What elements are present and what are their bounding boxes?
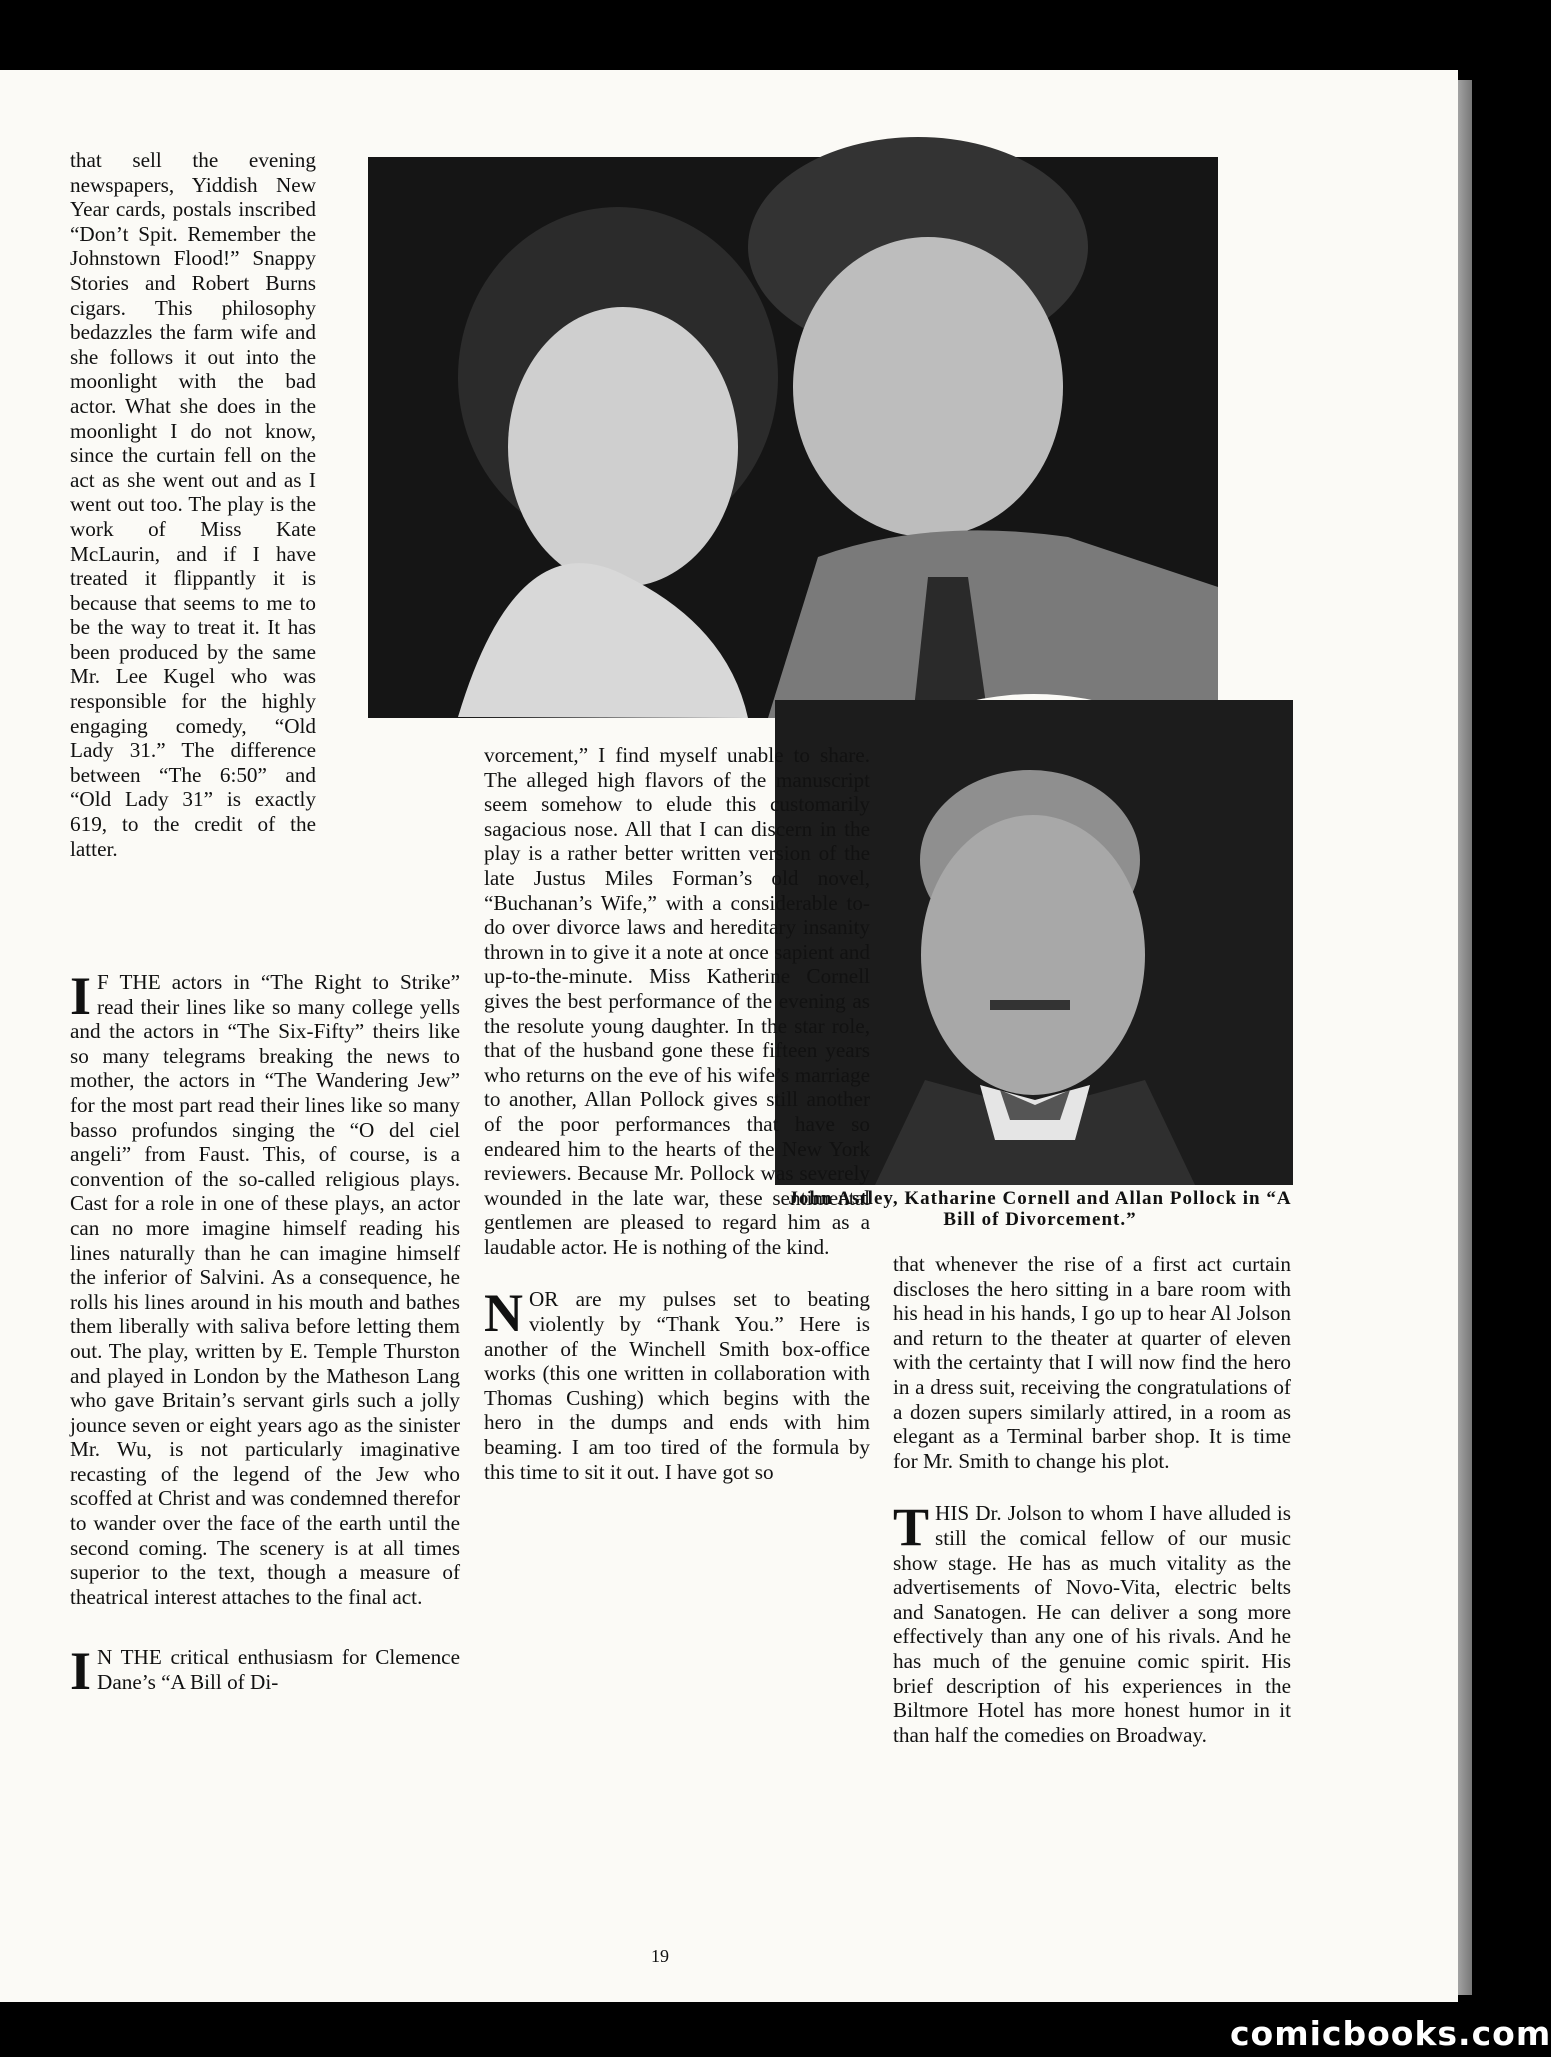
site-watermark: comicbooks.com xyxy=(1230,2014,1551,2053)
paragraph-text: F THE actors in “The Right to Strike” read their lines like so many college yells and the actors in “The Six-Fifty” theirs like so many telegrams breaking the news to mother, the actors in “The Wandering Jew” for the most part read their lines like so many basso profundos singing the “O del ciel angeli” from Faust. This, of course, is a convention of the so-called religious plays. Cast for a role in one of these plays, an actor can no more imagine himself reading his lines naturally than he can imagine himself the inferior of Salvini. As a consequence, he rolls his lines around in his mouth and bathes them liberally with saliva before letting them out. The play, written by E. Temple Thurston and played in London by the Matheson Lang who gave Britain’s servant girls such a jolly jounce seven or eight years ago as the sinister Mr. Wu, is not particularly imaginative recasting of the legend of the Jew who scoffed at Christ and was condemned therefor to wander over the face of the earth until the second coming. The scenery is at all times superior to the text, though a measure of theatrical interest attaches to the final act. xyxy=(70,970,460,1609)
column-2 xyxy=(484,743,870,1484)
paragraph: vorcement,” I find myself unable to share. The alleged high flavors of the manuscript seem somehow to elude this customarily sagacious nose. All that I can discern in the play is a rather better written version of the late Justus Miles Forman’s old novel, “Buchanan’s Wife,” with a considerable to-do over divorce laws and hereditary insanity thrown in to give it a note at once sapient and up-to-the-minute. Miss Katherine Cornell gives the best performance of the evening as the resolute young daughter. In the star role, that of the husband gone these fifteen years who returns on the eve of his wife’s marriage to another, Allan Pollock gives still another of the poor performances that have so endeared him to the hearts of the New York reviewers. Because Mr. Pollock was severely wounded in the late war, these sentimental gentlemen are pleased to regard him as a laudable actor. He is nothing of the kind. xyxy=(484,743,870,1259)
photo-caption: John Astley, Katharine Cornell and Allan Pollock in “A Bill of Divorcement.” xyxy=(788,1188,1292,1230)
paragraph-text: HIS Dr. Jolson to whom I have alluded is still the comical fellow of our music show stage. He has as much vitality as the advertisements of Novo-Vita, electric belts and Sanatogen. He can deliver a song more effectively than any one of his rivals. And he has much of the genuine comic spirit. His brief description of his experiences in the Biltmore Hotel has more honest humor in it than half the comedies on Broadway. xyxy=(893,1501,1291,1747)
photo-couple xyxy=(368,157,1218,718)
page-number: 19 xyxy=(651,1946,669,1966)
paragraph-text: OR are my pulses set to beating violently by “Thank You.” Here is another of the Winchell Smith box-office works (this one written in collaboration with Thomas Cushing) which begins with the hero in the dumps and ends with him beaming. I am too tired of the formula by this time to sit it out. I have got so xyxy=(484,1287,870,1484)
paragraph xyxy=(893,1497,1291,1747)
drop-cap: N xyxy=(484,1283,523,1344)
paragraph xyxy=(70,966,460,1609)
paragraph xyxy=(484,1283,870,1484)
paragraph-text: N THE critical enthusiasm for Clemence Dane’s “A Bill of Di- xyxy=(97,1645,460,1695)
column-1-top xyxy=(70,148,316,861)
paragraph: that whenever the rise of a first act curtain discloses the hero sitting in a bare room with his head in his hands, I go up to hear Al Jolson and return to the theater at quarter of eleven with the certainty that I will now find the hero in a dress suit, receiving the congratulations of a dozen supers similarly attired, in a room as elegant as a Terminal barber shop. It is time for Mr. Smith to change his plot. xyxy=(893,1252,1291,1473)
paragraph: that sell the evening newspapers, Yiddish New Year cards, postals inscribed “Don’t Spit. Remember the Johnstown Flood!” Snappy Stories and Robert Burns cigars. This philosophy bedazzles the farm wife and she follows it out into the moonlight with the bad actor. What she does in the moonlight I do not know, since the curtain fell on the act as she went out and as I went out too. The play is the work of Miss Kate McLaurin, and if I have treated it flippantly it is because that seems to me to be the way to treat it. It has been produced by the same Mr. Lee Kugel who was responsible for the highly engaging comedy, “Old Lady 31.” The difference between “The 6:50” and “Old Lady 31” is exactly 619, to the credit of the latter. xyxy=(70,148,316,861)
column-3 xyxy=(893,1252,1291,1747)
column-1 xyxy=(70,966,460,1702)
drop-cap: I xyxy=(70,966,92,1026)
paragraph xyxy=(70,1641,460,1702)
drop-cap: I xyxy=(70,1641,92,1702)
drop-cap: T xyxy=(893,1497,930,1558)
